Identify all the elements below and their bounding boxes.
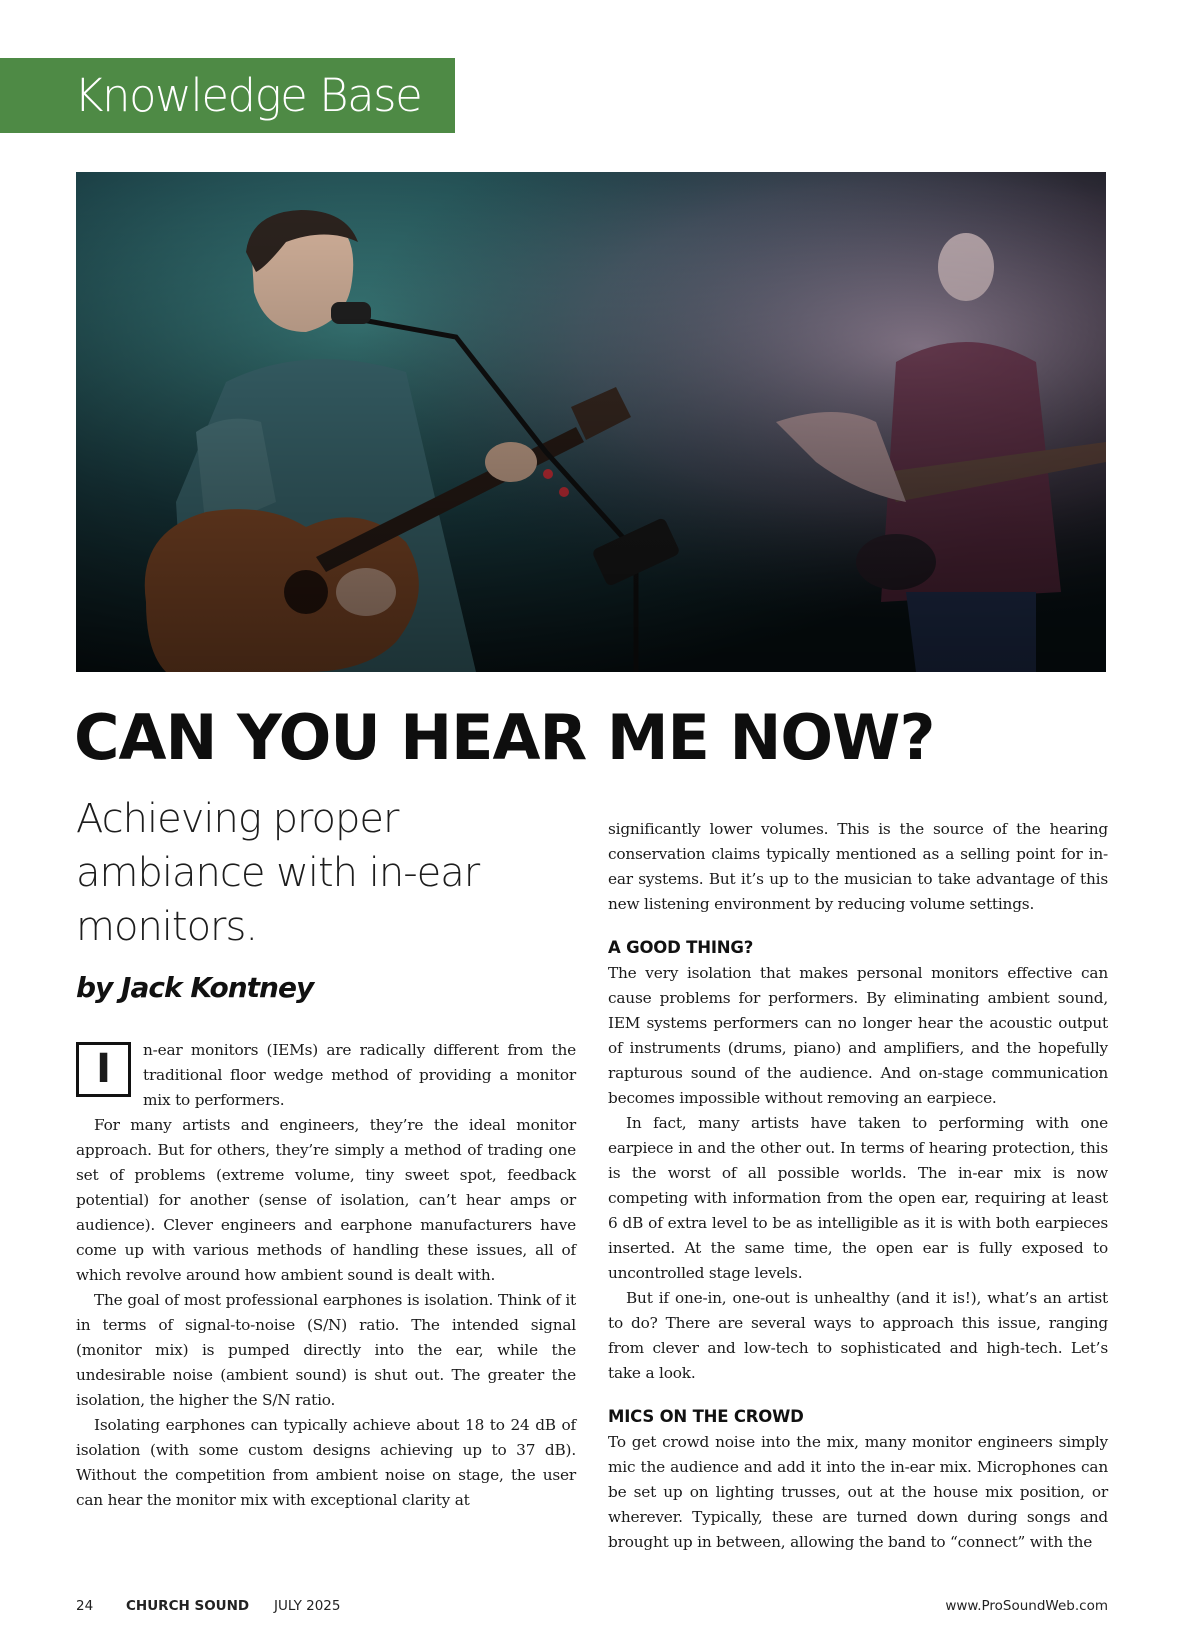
section-tab: Knowledge Base bbox=[0, 58, 455, 133]
body-paragraph: The goal of most professional earphones is isolation. Think of it in terms of signal-to-noise (S/N) ratio. The intended signal (monitor mix) is pumped directly into the ear, while the undesirable noise (ambient sound) is shut out. The greater the isolation, the higher the S/N ratio. bbox=[76, 1291, 576, 1409]
website-link[interactable]: www.ProSoundWeb.com bbox=[945, 1598, 1108, 1614]
body-paragraph: For many artists and engineers, they’re the ideal monitor approach. But for others, they’re simply a method of trading one set of problems (extreme volume, tiny sweet spot, feedback potential) for another (sense of isolation, can’t hear amps or audience). Clever engineers and earphone manufacturers have come up with various methods of handling these issues, all of which revolve around how ambient sound is dealt with. bbox=[76, 1116, 576, 1284]
hero-photo bbox=[76, 172, 1106, 672]
page-number: 24 bbox=[76, 1598, 94, 1614]
section-heading: A GOOD THING? bbox=[608, 938, 754, 957]
issue-date: JULY 2025 bbox=[274, 1598, 341, 1614]
headline: CAN YOU HEAR ME NOW? bbox=[74, 701, 935, 774]
body-paragraph: But if one-in, one-out is unhealthy (and it is!), what’s an artist to do? There are several ways to approach this issue, ranging from clever and low-tech to sophisticated and high-tech. Let’s take a look. bbox=[608, 1289, 1108, 1382]
body-paragraph: To get crowd noise into the mix, many monitor engineers simply mic the audience and add it into the in-ear mix. Microphones can be set up on lighting trusses, out at the house mix position, or wherever. Typically, these are turned down during songs and brought up in between, allowing the band to “connect” with the bbox=[608, 1433, 1108, 1551]
drop-cap: I bbox=[76, 1042, 131, 1097]
magazine-name: CHURCH SOUND bbox=[126, 1598, 250, 1614]
body-paragraph: Isolating earphones can typically achieve about 18 to 24 dB of isolation (with some custom designs achieving up to 37 dB). Without the competition from ambient noise on stage, the user can hear the monitor mix with exceptional clarity at bbox=[76, 1416, 576, 1509]
page-footer bbox=[76, 1598, 1108, 1618]
byline: by Jack Kontney bbox=[76, 971, 314, 1004]
continuation-paragraph: significantly lower volumes. This is the source of the hearing conservation claims typically mentioned as a selling point for in-ear systems. But it’s up to the musician to take advantage of this new listening environment by reducing volume settings. bbox=[608, 820, 1108, 913]
intro-text: n-ear monitors (IEMs) are radically different from the traditional floor wedge method of providing a monitor mix to performers. bbox=[143, 1041, 576, 1109]
body-paragraph: In fact, many artists have taken to performing with one earpiece in and the other out. In terms of hearing protection, this is the worst of all possible worlds. The in-ear mix is now competing with information from the open ear, requiring at least 6 dB of extra level to be as intelligible as it is with both earpieces inserted. At the same time, the open ear is fully exposed to uncontrolled stage levels. bbox=[608, 1114, 1108, 1282]
subtitle: Achieving proper ambiance with in-ear monitors. bbox=[76, 796, 480, 950]
section-heading: MICS ON THE CROWD bbox=[608, 1407, 804, 1426]
left-column bbox=[76, 792, 576, 1513]
body-paragraph: The very isolation that makes personal monitors effective can cause problems for performers. By eliminating ambient sound, IEM systems performers can no longer hear the acoustic output of instruments (drums, piano) and amplifiers, and the hopefully rapturous sound of the audience. And on-stage communication becomes impossible without removing an earpiece. bbox=[608, 964, 1108, 1107]
intro-paragraph bbox=[76, 1038, 576, 1113]
right-column bbox=[608, 817, 1108, 1555]
